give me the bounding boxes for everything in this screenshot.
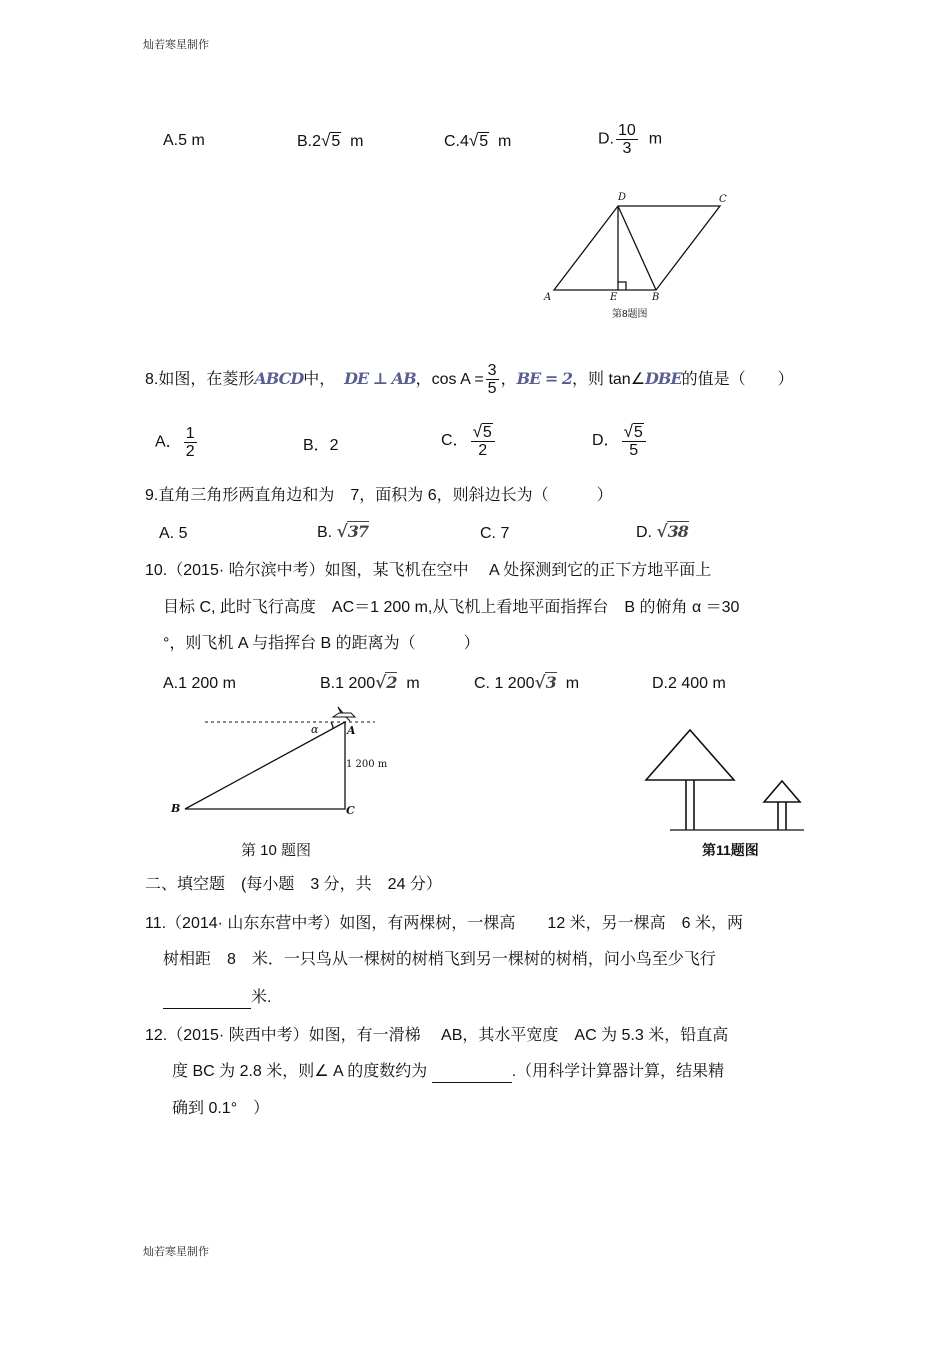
q10-option-b-radicand: 2 [386,673,397,692]
figure-8-caption: 第8题图 [612,309,648,320]
q8-option-a-prefix: A． [155,433,182,451]
tall-tree-crown [646,730,734,780]
q9-option-b-sqrt: √37 [336,522,369,542]
q9-option-b-prefix: B. [317,524,333,541]
q9-option-b-radicand: 37 [347,522,369,541]
label-c: C [346,804,355,817]
q8-option-c [441,423,497,459]
q8-option-d-numerator: √5 [622,423,646,442]
q10-option-c-prefix: C. 1 200 [474,675,535,692]
q12-line-2 [172,1062,724,1083]
airplane-icon [333,707,355,721]
q10-option-d: D.2 400 m [652,675,726,692]
q7-option-b-radicand: 5 [331,133,341,150]
q8-option-d [592,423,648,459]
q12-line-3: 确到 0.1° ） [172,1100,270,1117]
q8-perp-condition: DE ⊥ AB [344,369,416,388]
q9-option-d-sqrt: √38 [656,522,688,542]
right-angle-mark [618,282,626,290]
q12-answer-blank[interactable] [432,1062,512,1083]
q9-option-d-radicand: 38 [667,522,688,541]
q8-option-c-denominator: 2 [478,442,488,459]
q10-line-1: 10.（2015· 哈尔滨中考）如图，某飞机在空中 A 处探测到它的正下方地平面上 [145,562,712,579]
q7-option-d-numerator: 10 [618,122,636,139]
label-a: A [544,292,552,303]
q7-option-d-prefix: D. [598,130,614,148]
q7-option-c-prefix: C.4 [444,133,469,150]
q8-be-lead: ， [500,371,517,388]
page-header: 灿若寒星制作 [143,39,209,51]
label-height: 1 200 m [346,759,388,770]
label-e: E [610,292,618,303]
q9-option-d-prefix: D. [636,524,652,541]
q11-line-3-suffix: 米. [251,989,272,1006]
q8-rhombus-name: ABCD [254,369,304,388]
q8-angle-name: DBE [645,369,682,388]
q8-option-d-fraction [622,423,646,459]
q11-answer-blank[interactable] [163,988,251,1009]
q8-suffix: 的值是（ ） [681,371,794,388]
figure-10-triangle [165,702,395,827]
q11-line-2: 树相距 8 米．一只鸟从一棵树的树梢飞到另一棵树的树梢，问小鸟至少飞行 [163,951,716,968]
q10-option-b-sqrt: √2 [375,673,397,693]
q9-option-c: C. 7 [480,525,510,542]
q8-option-c-fraction [471,423,495,459]
figure-11-trees [640,725,810,835]
triangle-abc [185,722,345,809]
q8-option-a [155,425,199,460]
q8-option-a-denominator: 2 [185,443,195,460]
q8-option-d-denominator: 5 [629,442,639,459]
label-b: B [171,802,181,815]
q7-option-c-unit: m [498,133,512,150]
q8-option-a-numerator: 1 [185,425,195,442]
q10-option-c [474,673,579,694]
q9-stem: 9.直角三角形两直角边和为 7，面积为 6，则斜边长为（ ） [145,487,613,504]
section-2-title: 二、填空题 (每小题 3 分，共 24 分） [145,876,442,893]
q8-stem [145,360,794,399]
q8-option-c-prefix: C． [441,432,469,450]
q7-option-b-prefix: B.2 [297,133,322,150]
q8-option-d-prefix: D． [592,432,620,450]
q8-mid: 中， [303,371,336,388]
label-a: A [347,724,356,737]
q11-line-3 [163,988,271,1009]
figure-10-caption: 第 10 题图 [241,842,312,859]
q10-option-b-prefix: B.1 200 [320,675,376,692]
label-c: C [719,194,727,205]
q8-cos-lead: ，cos A = [415,371,484,388]
page-footer: 灿若寒星制作 [143,1246,209,1258]
q10-option-a: A.1 200 m [163,675,236,692]
q8-option-c-numerator: √5 [471,423,495,442]
q10-option-c-radicand: 3 [545,673,556,692]
figure-11-caption: 第11题图 [702,842,759,858]
label-d: D [618,192,627,203]
q8-cos-denominator: 5 [487,380,497,398]
q10-option-c-sqrt: √3 [534,673,556,693]
q10-line-3: °，则飞机 A 与指挥台 B 的距离为（ ） [163,635,480,652]
short-tree-crown [764,781,800,802]
q8-be-condition: BE = 2 [516,369,572,388]
q8-option-c-radicand: 5 [482,424,492,441]
q7-option-b [297,131,363,152]
q8-cos-numerator: 3 [487,362,497,380]
q11-line-1: 11.（2014· 山东东营中考）如图，有两棵树，一棵高 12 米，另一棵高 6 米，两 [145,915,744,932]
q10-line-2: 目标 C, 此时飞行高度 AC＝1 200 m,从飞机上看地平面指挥台 B 的俯角 α ＝30 [163,599,740,616]
q12-line-2-suffix: .（用科学计算器计算，结果精 [511,1063,725,1080]
q7-option-d-fraction [616,122,638,157]
q12-line-2-prefix: 度 BC 为 2.8 米，则∠ A 的度数约为 [172,1063,428,1080]
q7-option-c [444,131,511,152]
q9-option-d [636,522,689,543]
q8-cos-fraction [486,362,499,397]
q8-option-b: B．2 [303,437,339,454]
q7-option-d [598,122,662,157]
label-alpha: α [311,723,319,736]
q7-option-c-sqrt: √5 [468,131,489,150]
q10-option-b-unit: m [406,675,420,692]
q8-option-d-radicand: 5 [633,424,643,441]
q12-line-1: 12.（2015· 陕西中考）如图，有一滑梯 AB，其水平宽度 AC 为 5.3 米，铅直高 [145,1027,729,1044]
q9-option-a: A. 5 [159,525,188,542]
q7-option-b-unit: m [350,133,364,150]
q8-tan-lead: ，则 tan∠ [572,371,646,388]
q8-option-a-fraction [184,425,197,460]
q10-option-c-unit: m [565,675,580,692]
diagonal-db [618,206,656,290]
q7-option-a: A.5 m [163,132,205,149]
q7-option-b-sqrt: √5 [321,131,341,150]
q7-option-c-radicand: 5 [479,133,489,150]
q9-option-b [317,522,369,543]
q7-option-d-unit: m [648,130,663,148]
q8-prefix: 8.如图，在菱形 [145,371,255,388]
angle-alpha-arc [331,722,333,729]
q7-option-d-denominator: 3 [622,140,632,157]
figure-8-rhombus [540,190,740,326]
label-b: B [652,292,660,303]
q10-option-b [320,673,420,694]
